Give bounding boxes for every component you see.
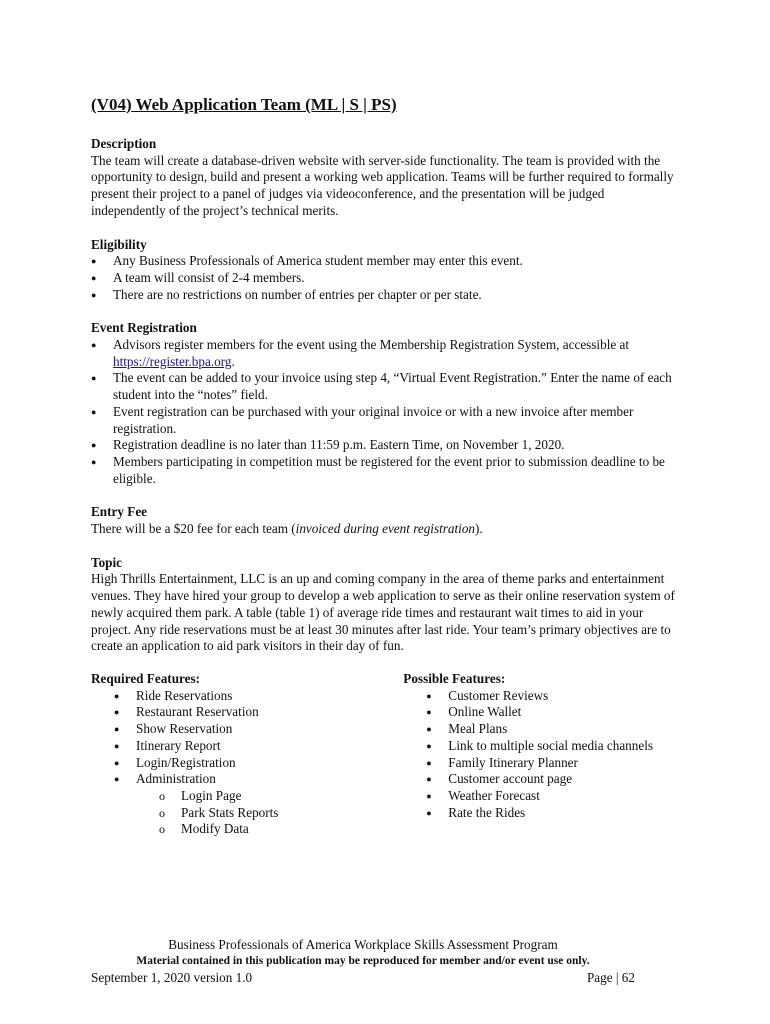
eligibility-list: [91, 253, 680, 303]
footer-note: Material contained in this publication may be reproduced for member and/or event use only.: [136, 955, 590, 967]
sub-list-item: o Login Page: [159, 788, 403, 805]
page-number: Page | 62: [586, 970, 635, 985]
footer-row: [91, 969, 635, 986]
page-title: (V04) Web Application Team (ML | S | PS): [91, 95, 397, 114]
entry-fee-heading: Entry Fee: [91, 504, 148, 520]
entry-fee-text-a: There will be a $20 fee for each team (: [91, 521, 296, 537]
list-item: ● The event can be added to your invoice using step 4, “Virtual Event Registration.” Enter the name of each student into the “notes” field.: [91, 370, 680, 403]
registration-section: [91, 320, 680, 487]
eligibility-section: [91, 237, 680, 304]
sub-list-item: o Modify Data: [159, 821, 403, 838]
required-features: [91, 671, 403, 838]
possible-features: [403, 671, 680, 838]
description-section: [91, 136, 680, 220]
list-item: ● Rate the Rides: [426, 805, 680, 822]
admin-sublist: [136, 788, 403, 838]
list-item: ● Itinerary Report: [114, 738, 403, 755]
registration-heading: Event Registration: [91, 320, 197, 336]
list-item: ● Customer Reviews: [426, 688, 680, 705]
description-heading: Description: [91, 136, 157, 151]
list-item: ● Online Wallet: [426, 704, 680, 721]
list-item: ● There are no restrictions on number of entries per chapter or per state.: [91, 287, 680, 304]
list-item: [91, 337, 680, 370]
sub-list-item: o Park Stats Reports: [159, 805, 403, 822]
list-item: ● Weather Forecast: [426, 788, 680, 805]
list-item: ● Ride Reservations: [114, 688, 403, 705]
required-list: [91, 688, 403, 838]
list-item: ● Link to multiple social media channels: [426, 738, 680, 755]
topic-section: [91, 555, 680, 655]
list-item: ● Customer account page: [426, 771, 680, 788]
list-item: ● Login/Registration: [114, 755, 403, 772]
topic-text: High Thrills Entertainment, LLC is an up and coming company in the area of theme parks and entertainment venues. They have hired your group to develop a web application to serve as their online reservation system of newly acquired them park. A table (table 1) of average ride times and restaurant wait times to aid in your project. Any ride reservations must be at least 30 minutes after last ride. Your team’s primary objectives are to create an application to aid park visitors in their day of fun.: [91, 571, 675, 654]
entry-fee-italic: invoiced during event registration: [295, 521, 476, 537]
list-item: ● Members participating in competition must be registered for the event prior to submission deadline to be eligible.: [91, 454, 680, 487]
list-item: ● A team will consist of 2-4 members.: [91, 270, 680, 287]
list-item: ● Event registration can be purchased with your original invoice or with a new invoice after member registration.: [91, 404, 680, 437]
footer-date: September 1, 2020 version 1.0: [91, 970, 253, 985]
registration-text: Advisors register members for the event using the Membership Registration System, accessible at: [113, 337, 630, 353]
footer-program: Business Professionals of America Workplace Skills Assessment Program: [168, 937, 558, 952]
description-text: The team will create a database-driven website with server-side functionality. The team is provided with the opportunity to design, build and present a working web application. Teams will be further required to formally present their project to a panel of judges via videoconference, and the presentation will be judged independently of the project’s technical merits.: [91, 152, 674, 218]
features-columns: [91, 671, 680, 838]
period: .: [231, 353, 235, 369]
possible-list: [403, 688, 680, 822]
admin-label: Administration: [136, 771, 216, 787]
list-item: ● Meal Plans: [426, 721, 680, 738]
required-heading: Required Features:: [91, 670, 201, 686]
entry-fee-section: [91, 504, 680, 537]
page-footer: [91, 936, 635, 986]
list-item: [114, 771, 403, 838]
registration-list: [91, 337, 680, 487]
possible-heading: Possible Features:: [403, 670, 506, 686]
list-item: ● Restaurant Reservation: [114, 704, 403, 721]
topic-heading: Topic: [91, 554, 123, 570]
list-item: ● Registration deadline is no later than 11:59 p.m. Eastern Time, on November 1, 2020.: [91, 437, 680, 454]
list-item: ● Show Reservation: [114, 721, 403, 738]
eligibility-heading: Eligibility: [91, 236, 147, 252]
entry-fee-text: [91, 521, 680, 538]
register-link[interactable]: https://register.bpa.org: [113, 353, 232, 369]
list-item: ● Family Itinerary Planner: [426, 755, 680, 772]
list-item: ● Any Business Professionals of America student member may enter this event.: [91, 253, 680, 270]
entry-fee-text-b: ).: [475, 521, 483, 537]
